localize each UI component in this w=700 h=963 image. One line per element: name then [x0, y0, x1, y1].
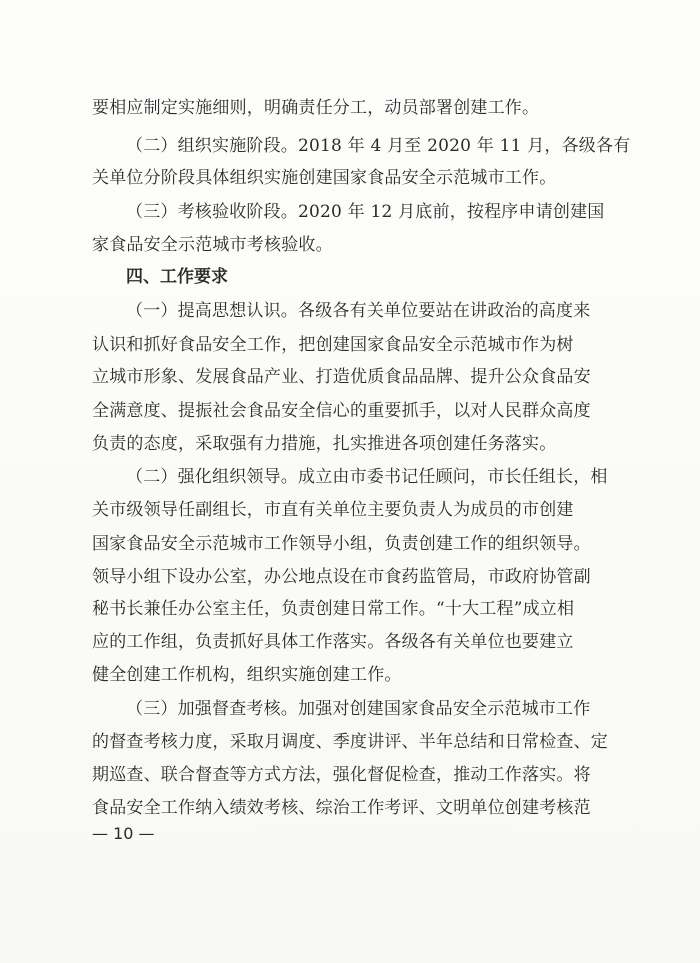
text-line: （三）加强督查考核。加强对创建国家食品安全示范城市工作 [126, 699, 591, 719]
text-line: 期巡查、联合督查等方式方法，强化督促检查，推动工作落实。将 [92, 765, 591, 785]
text-line: 全满意度、提振社会食品安全信心的重要抓手，以对人民群众高度 [92, 401, 591, 421]
text-line: 健全创建工作机构，组织实施创建工作。 [92, 665, 402, 685]
section-heading: 四、工作要求 [126, 267, 228, 287]
page-number: — 10 — [92, 824, 155, 843]
text-line: 秘书长兼任办公室主任，负责创建日常工作。“十大工程”成立相 [92, 599, 575, 619]
text-line: 食品安全工作纳入绩效考核、综治工作考评、文明单位创建考核范 [92, 798, 591, 818]
text-line: 负责的态度，采取强有力措施，扎实推进各项创建任务落实。 [92, 434, 557, 454]
text-line: 关市级领导任副组长，市直有关单位主要负责人为成员的市创建 [92, 500, 574, 520]
text-line: （二）强化组织领导。成立由市委书记任顾问，市长任组长，相 [126, 467, 608, 487]
text-line: 领导小组下设办公室，办公地点设在市食药监管局，市政府协管副 [92, 567, 591, 587]
text-line: （三）考核验收阶段。2020 年 12 月底前，按程序申请创建国 [126, 202, 605, 222]
text-line: 关单位分阶段具体组织实施创建国家食品安全示范城市工作。 [92, 168, 557, 188]
text-line: （二）组织实施阶段。2018 年 4 月至 2020 年 11 月，各级各有 [126, 136, 631, 156]
text-line: （一）提高思想认识。各级各有关单位要站在讲政治的高度来 [126, 301, 591, 321]
text-line: 要相应制定实施细则，明确责任分工，动员部署创建工作。 [92, 98, 540, 118]
text-line: 应的工作组，负责抓好具体工作落实。各级各有关单位也要建立 [92, 632, 574, 652]
text-line: 的督查考核力度，采取月调度、季度讲评、半年总结和日常检查、定 [92, 732, 608, 752]
text-line: 国家食品安全示范城市工作领导小组，负责创建工作的组织领导。 [92, 534, 591, 554]
text-line: 家食品安全示范城市考核验收。 [92, 235, 333, 255]
text-line: 立城市形象、发展食品产业、打造优质食品品牌、提升公众食品安 [92, 367, 591, 387]
text-line: 认识和抓好食品安全工作，把创建国家食品安全示范城市作为树 [92, 335, 574, 355]
